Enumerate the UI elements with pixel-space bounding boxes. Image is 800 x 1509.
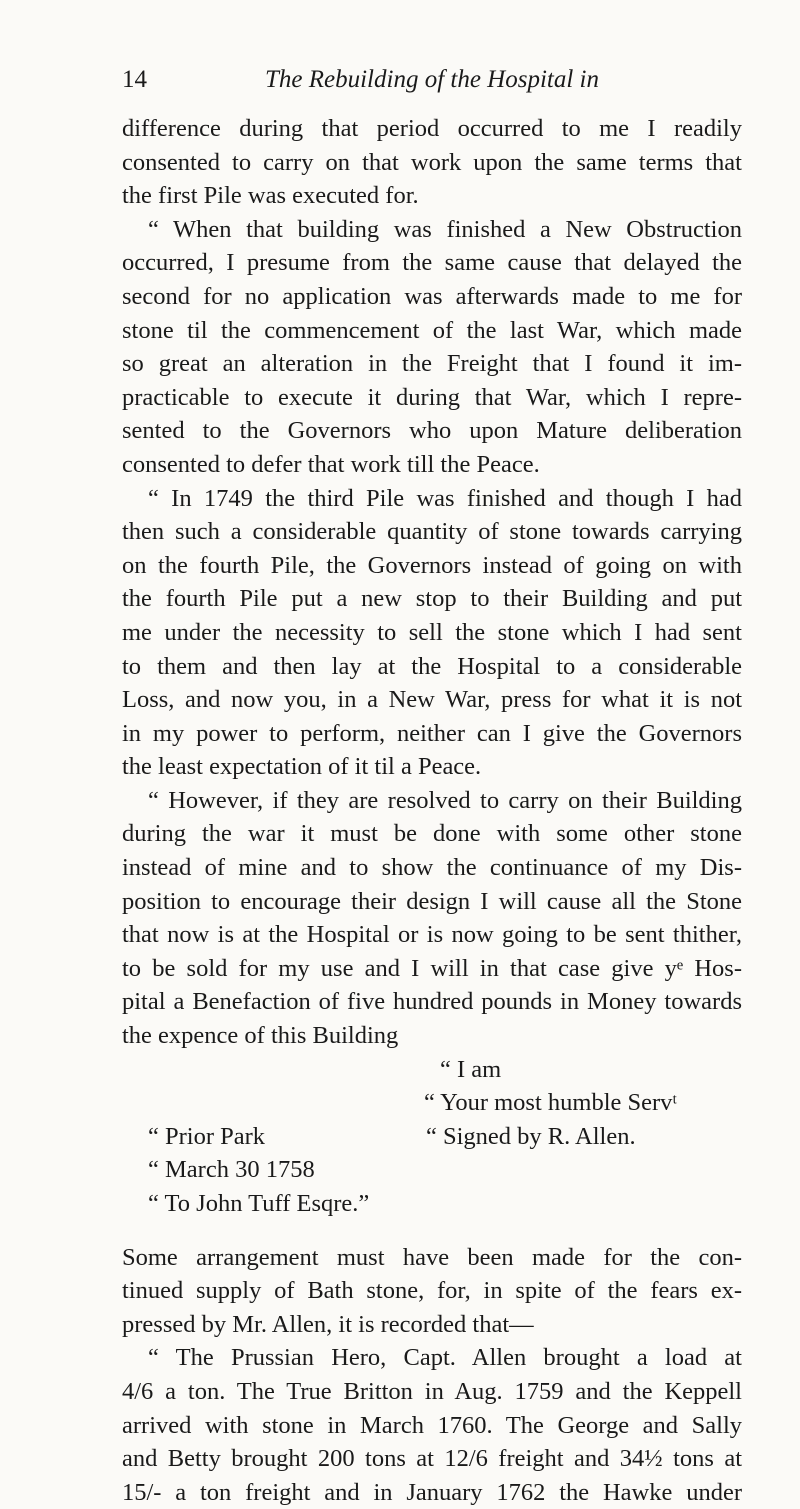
text-line: then such a considerable quantity of stone towards carrying — [122, 518, 742, 546]
text-line: stone til the commencement of the last War, which made — [122, 316, 742, 344]
text-line: “ However, if they are resolved to carry on their Building — [148, 786, 742, 814]
closing-place: “ Prior Park — [148, 1122, 266, 1150]
text-line: consented to defer that work till the Peace. — [122, 450, 540, 478]
text-line: in my power to perform, neither can I give the Governors — [122, 719, 742, 747]
closing-place-row — [122, 1120, 742, 1154]
text-line: me under the necessity to sell the stone which I had sent — [122, 618, 742, 646]
running-title: The Rebuilding of the Hospital in — [264, 66, 599, 93]
text-line: Loss, and now you, in a New War, press for what it is not — [122, 686, 742, 714]
text-line: so great an alteration in the Freight that I found it im- — [122, 350, 742, 378]
text-line: second for no application was afterwards made to me for — [122, 282, 742, 310]
text-line: position to encourage their design I will cause all the Stone — [122, 887, 742, 915]
text-line: consented to carry on that work upon the same terms that — [122, 148, 742, 176]
text-line: the least expectation of it til a Peace. — [122, 753, 482, 781]
text-line: on the fourth Pile, the Governors instead of going on with — [122, 551, 742, 579]
text-line: and Betty brought 200 tons at 12/6 freight and 34½ tons at — [122, 1445, 742, 1473]
text-line: the fourth Pile put a new stop to their Building and put — [122, 585, 742, 613]
paragraph-gap — [122, 1221, 742, 1241]
body-text — [122, 112, 742, 1509]
text-line: “ When that building was finished a New Obstruction — [148, 215, 742, 243]
text-line: 4/6 a ton. The True Britton in Aug. 1759 and the Keppell — [122, 1377, 742, 1405]
page-header — [122, 66, 742, 102]
text-line: pital a Benefaction of five hundred pounds in Money towards — [122, 988, 742, 1016]
text-line: Some arrangement must have been made for the con- — [122, 1243, 742, 1271]
text-line: during the war it must be done with some other stone — [122, 820, 742, 848]
text-line: to be sold for my use and I will in that case give yᵉ Hos- — [122, 954, 742, 982]
closing-servant: “ Your most humble Servᵗ — [424, 1089, 678, 1117]
text-line: arrived with stone in March 1760. The George and Sally — [122, 1411, 742, 1439]
text-line: pressed by Mr. Allen, it is recorded that— — [122, 1310, 534, 1338]
text-line: instead of mine and to show the continuance of my Dis- — [122, 854, 742, 882]
text-line: occurred, I presume from the same cause that delayed the — [122, 249, 742, 277]
closing-i-am: “ I am — [440, 1055, 502, 1083]
closing-date: “ March 30 1758 — [148, 1156, 315, 1184]
text-line: sented to the Governors who upon Mature deliberation — [122, 417, 742, 445]
text-line: the expence of this Building — [122, 1022, 399, 1050]
text-line: “ The Prussian Hero, Capt. Allen brought a load at — [148, 1344, 742, 1372]
text-line: to them and then lay at the Hospital to a considerable — [122, 652, 742, 680]
text-line: 15/- a ton freight and in January 1762 the Hawke under — [122, 1478, 742, 1506]
text-line: that now is at the Hospital or is now going to be sent thither, — [122, 921, 742, 949]
text-line: the first Pile was executed for. — [122, 182, 419, 210]
text-line: “ In 1749 the third Pile was finished and though I had — [148, 484, 742, 512]
closing-addressee: “ To John Tuff Esqre.” — [148, 1190, 370, 1217]
text-line: tinued supply of Bath stone, for, in spite of the fears ex- — [122, 1277, 742, 1305]
page-number: 14 — [122, 66, 147, 93]
closing-signature: “ Signed by R. Allen. — [426, 1122, 636, 1150]
text-line: difference during that period occurred to me I readily — [122, 115, 742, 142]
text-line: practicable to execute it during that War, which I repre- — [122, 383, 742, 411]
